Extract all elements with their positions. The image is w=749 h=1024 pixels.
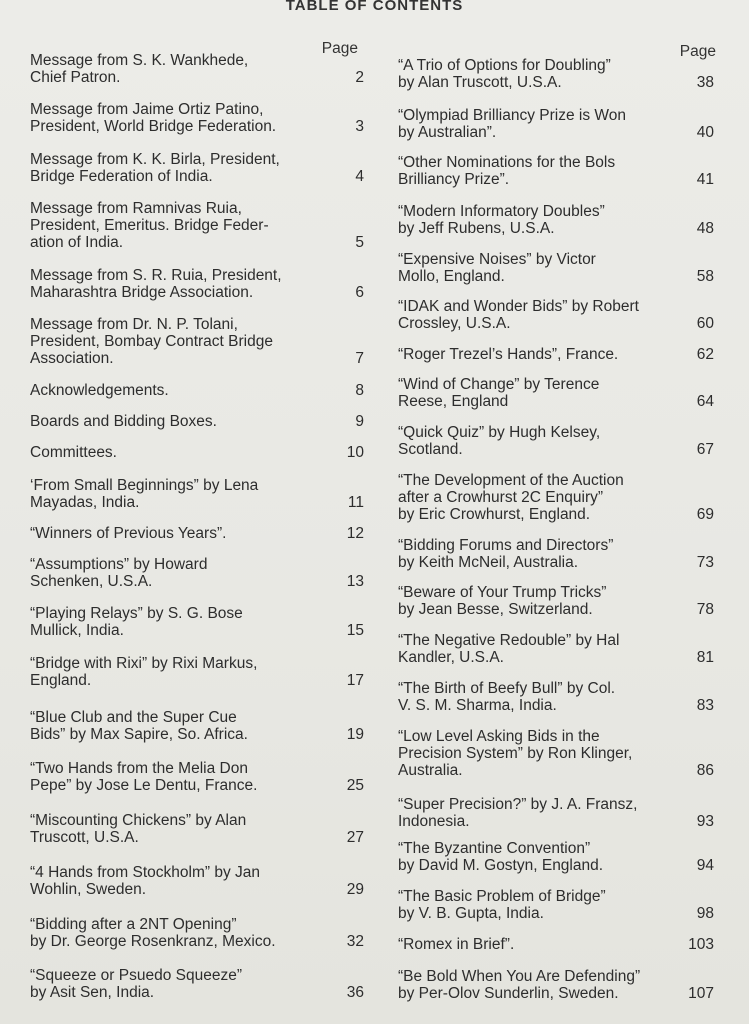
toc-entry-title: Message from Ramnivas Ruia, President, Emeritus. Bridge Feder- ation of India. [30, 200, 269, 251]
toc-entry-title: “Beware of Your Trump Tricks” by Jean Besse, Switzerland. [398, 584, 607, 618]
toc-entry-title: “Miscounting Chickens” by Alan Truscott, U.S.A. [30, 812, 247, 846]
toc-entry-title: “Modern Informatory Doubles” by Jeff Rubens, U.S.A. [398, 203, 605, 237]
toc-entry-title: “Blue Club and the Super Cue Bids” by Max Sapire, So. Africa. [30, 709, 248, 743]
toc-entry-title: Message from S. R. Ruia, President, Maharashtra Bridge Association. [30, 267, 282, 301]
right-page-header: Page [679, 43, 716, 60]
toc-entry-title: Committees. [30, 444, 117, 461]
toc-entry-page-number: 15 [346, 622, 364, 639]
toc-entry [30, 655, 368, 689]
toc-entry [30, 52, 368, 86]
toc-entry-page-number: 103 [688, 936, 714, 953]
toc-entry [30, 605, 368, 639]
toc-entry-title: “The Birth of Beefy Bull” by Col. V. S. M. Sharma, India. [398, 680, 616, 714]
toc-entry-title: “Bidding after a 2NT Opening” by Dr. George Rosenkranz, Mexico. [30, 916, 276, 950]
toc-entry-title: Message from Dr. N. P. Tolani, President, Bombay Contract Bridge Association. [30, 316, 273, 367]
toc-entry-page-number: 41 [696, 171, 714, 188]
toc-entry-title: Message from K. K. Birla, President, Bridge Federation of India. [30, 151, 280, 185]
toc-entry-title: “Romex in Brief”. [398, 936, 515, 953]
toc-entry-page-number: 27 [346, 829, 364, 846]
toc-entry [398, 796, 718, 830]
toc-entry-title: “Super Precision?” by J. A. Fransz, Indonesia. [398, 796, 638, 830]
toc-entry-page-number: 7 [355, 350, 364, 367]
toc-entry [30, 967, 368, 1001]
toc-entry [30, 916, 368, 950]
toc-entry-page-number: 29 [346, 881, 364, 898]
toc-entry-title: “Bidding Forums and Directors” by Keith McNeil, Australia. [398, 537, 614, 571]
toc-entry-title: “Two Hands from the Melia Don Pepe” by Jose Le Dentu, France. [30, 760, 258, 794]
toc-entry-page-number: 73 [696, 554, 714, 571]
toc-entry-title: “Quick Quiz” by Hugh Kelsey, Scotland. [398, 424, 601, 458]
toc-entry-title: “The Byzantine Convention” by David M. Gostyn, England. [398, 840, 604, 874]
toc-entry-page-number: 13 [346, 573, 364, 590]
toc-entry-page-number: 69 [696, 506, 714, 523]
toc-entry-title: “The Negative Redouble” by Hal Kandler, U.S.A. [398, 632, 620, 666]
toc-entry-page-number: 11 [347, 494, 364, 511]
toc-entry-page-number: 64 [696, 393, 714, 410]
toc-entry [398, 376, 718, 410]
toc-entry [398, 680, 718, 714]
toc-entry-page-number: 8 [355, 382, 364, 399]
toc-entry [398, 251, 718, 285]
toc-entry-title: “Wind of Change” by Terence Reese, England [398, 376, 600, 410]
toc-entry [30, 382, 368, 399]
toc-entry-page-number: 32 [346, 933, 364, 950]
toc-entry [398, 888, 718, 922]
toc-entry-page-number: 58 [696, 268, 714, 285]
toc-entry [398, 298, 718, 332]
toc-entry-page-number: 36 [346, 984, 364, 1001]
toc-entry-title: “Olympiad Brilliancy Prize is Won by Australian”. [398, 107, 626, 141]
toc-entry [30, 556, 368, 590]
toc-entry-title: “4 Hands from Stockholm” by Jan Wohlin, Sweden. [30, 864, 261, 898]
toc-entry-title: Message from Jaime Ortiz Patino, President, World Bridge Federation. [30, 101, 277, 135]
toc-entry-title: “The Development of the Auction after a Crowhurst 2C Enquiry” by Eric Crowhurst, England. [398, 472, 624, 523]
toc-entry-page-number: 93 [696, 813, 714, 830]
toc-entry [30, 709, 368, 743]
toc-entry-page-number: 81 [696, 649, 714, 666]
toc-entry-title: Boards and Bidding Boxes. [30, 413, 217, 430]
toc-entry-page-number: 86 [696, 762, 714, 779]
toc-entry [30, 444, 368, 461]
toc-entry-title: Message from S. K. Wankhede, Chief Patron. [30, 52, 249, 86]
toc-entry-title: ‘From Small Beginnings” by Lena Mayadas, India. [30, 477, 259, 511]
toc-entry [398, 840, 718, 874]
toc-entry [398, 537, 718, 571]
toc-entry-page-number: 60 [696, 315, 714, 332]
toc-entry-title: “Other Nominations for the Bols Brilliancy Prize”. [398, 154, 616, 188]
toc-entry [398, 584, 718, 618]
toc-entry-page-number: 10 [346, 444, 364, 461]
toc-entry-page-number: 62 [696, 346, 714, 363]
toc-entry-page-number: 9 [355, 413, 364, 430]
toc-entry-page-number: 6 [355, 284, 364, 301]
toc-entry [398, 154, 718, 188]
toc-entry-title: “Expensive Noises” by Victor Mollo, England. [398, 251, 596, 285]
toc-entry-page-number: 107 [688, 985, 714, 1002]
toc-entry-page-number: 12 [346, 525, 364, 542]
toc-entry-title: “Low Level Asking Bids in the Precision System” by Ron Klinger, Australia. [398, 728, 633, 779]
toc-entry-page-number: 4 [355, 168, 364, 185]
toc-entry-page-number: 98 [696, 905, 714, 922]
toc-entry-page-number: 17 [346, 672, 364, 689]
toc-entry [398, 728, 718, 779]
toc-entry-page-number: 3 [355, 118, 364, 135]
page-title: TABLE OF CONTENTS [285, 0, 464, 14]
toc-entry-title: “Playing Relays” by S. G. Bose Mullick, India. [30, 605, 243, 639]
toc-entry-page-number: 40 [696, 124, 714, 141]
toc-entry-title: “IDAK and Wonder Bids” by Robert Crossley, U.S.A. [398, 298, 639, 332]
toc-entry [398, 936, 718, 953]
toc-entry-page-number: 19 [346, 726, 364, 743]
toc-entry [30, 760, 368, 794]
toc-entry [30, 525, 368, 542]
toc-entry-title: “Be Bold When You Are Defending” by Per-Olov Sunderlin, Sweden. [398, 968, 641, 1002]
toc-entry-page-number: 94 [696, 857, 714, 874]
toc-entry [30, 812, 368, 846]
toc-entry [30, 477, 368, 511]
toc-entry-page-number: 5 [355, 234, 364, 251]
toc-entry-page-number: 78 [696, 601, 714, 618]
toc-entry [30, 413, 368, 430]
toc-entry-page-number: 38 [696, 74, 714, 91]
toc-entry-title: “Bridge with Rixi” by Rixi Markus, England. [30, 655, 258, 689]
toc-entry [30, 200, 368, 251]
toc-entry-page-number: 83 [696, 697, 714, 714]
toc-entry [30, 151, 368, 185]
toc-entry [398, 424, 718, 458]
toc-entry [30, 101, 368, 135]
toc-entry-title: “The Basic Problem of Bridge” by V. B. Gupta, India. [398, 888, 606, 922]
toc-entry-title: Acknowledgements. [30, 382, 169, 399]
toc-entry-title: “A Trio of Options for Doubling” by Alan Truscott, U.S.A. [398, 57, 611, 91]
toc-entry [398, 203, 718, 237]
toc-entry-title: “Roger Trezel’s Hands”, France. [398, 346, 619, 363]
toc-entry-title: “Squeeze or Psuedo Squeeze” by Asit Sen, India. [30, 967, 242, 1001]
toc-entry [398, 632, 718, 666]
left-page-header: Page [321, 40, 358, 57]
toc-entry-page-number: 25 [346, 777, 364, 794]
toc-entry-title: “Winners of Previous Years”. [30, 525, 227, 542]
toc-entry-title: “Assumptions” by Howard Schenken, U.S.A. [30, 556, 208, 590]
toc-entry-page-number: 48 [696, 220, 714, 237]
toc-entry [398, 107, 718, 141]
toc-entry [398, 346, 718, 363]
toc-entry [398, 968, 718, 1002]
toc-entry [30, 864, 368, 898]
toc-entry-page-number: 2 [355, 69, 364, 86]
toc-entry [30, 267, 368, 301]
toc-entry [398, 472, 718, 523]
toc-entry [30, 316, 368, 367]
toc-entry [398, 57, 718, 91]
toc-entry-page-number: 67 [696, 441, 714, 458]
